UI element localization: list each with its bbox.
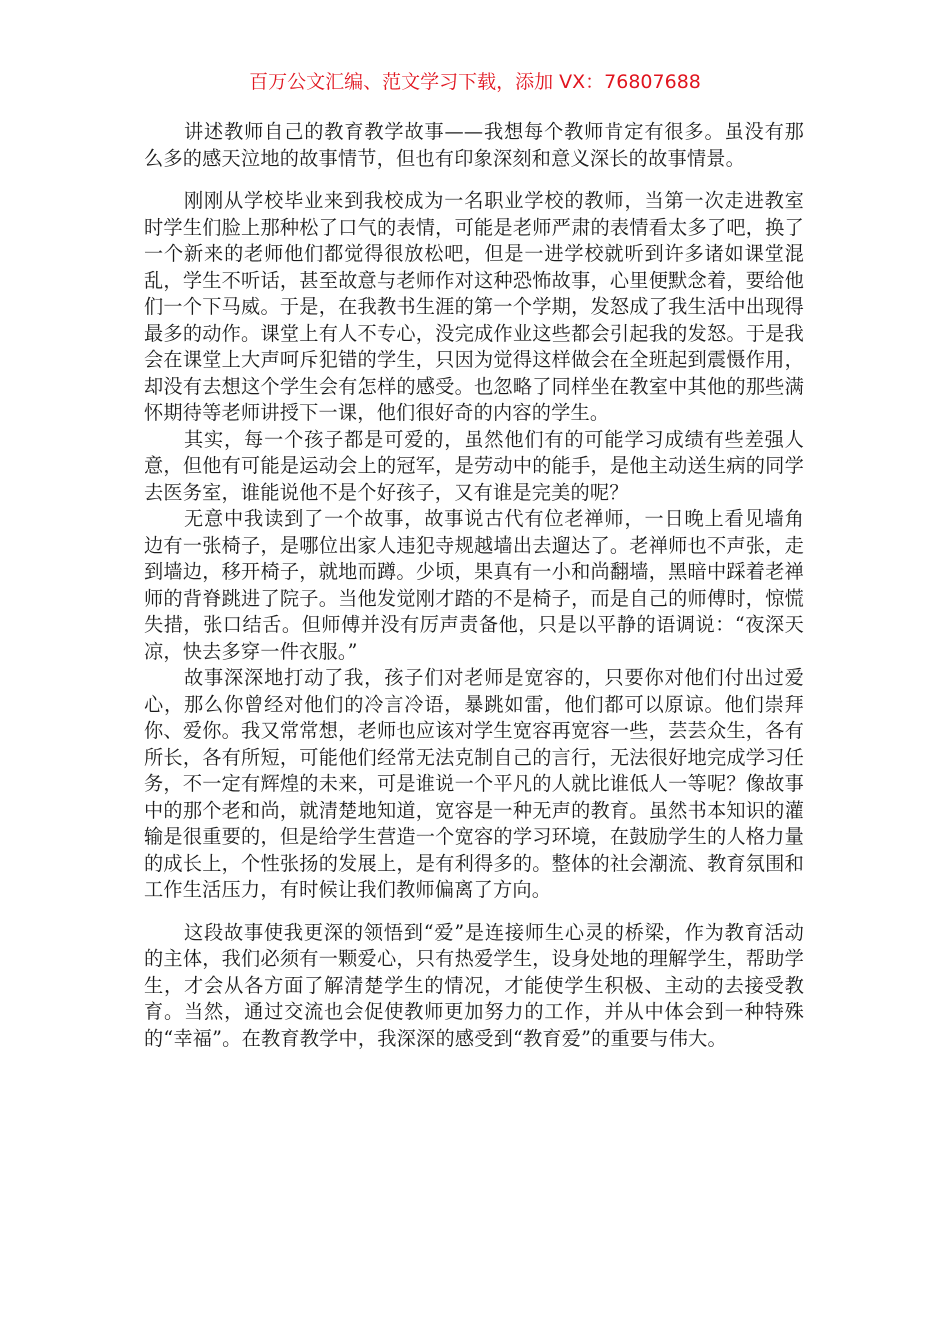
article-body [144,119,804,1052]
paragraph-1: 讲述教师自己的教育教学故事——我想每个教师肯定有很多。虽没有那么多的感天泣地的故事情节，但也有印象深刻和意义深长的故事情景。 [144,120,804,170]
paragraph-3: 其实，每一个孩子都是可爱的，虽然他们有的可能学习成绩有些差强人意，但他有可能是运动会上的冠军，是劳动中的能手，是他主动送生病的同学去医务室，谁能说他不是个好孩子，又有谁是完美的呢？ [144,427,804,504]
header-banner: 百万公文汇编、范文学习下载，添加 VX：76807688 [249,71,701,93]
paragraph-6: 这段故事使我更深的领悟到“爱”是连接师生心灵的桥梁，作为教育活动的主体，我们必须有一颗爱心，只有热爱学生，设身处地的理解学生，帮助学生，才会从各方面了解清楚学生的情况，才能使学生积极、主动的去接受教育。当然，通过交流也会促使教师更加努力的工作，并从中体会到一种特殊的“幸福”。在教育教学中，我深深的感受到“教育爱”的重要与伟大。 [144,920,804,1050]
paragraph-4: 无意中我读到了一个故事，故事说古代有位老禅师，一日晚上看见墙角边有一张椅子，是哪位出家人违犯寺规越墙出去遛达了。老禅师也不声张，走到墙边，移开椅子，就地而蹲。少顷，果真有一小和尚翻墙，黑暗中踩着老禅师的背脊跳进了院子。当他发觉刚才踏的不是椅子，而是自己的师傅时，惊慌失措，张口结舌。但师傅并没有厉声责备他，只是以平静的语调说：“夜深天凉，快去多穿一件衣服。” [144,507,804,663]
paragraph-5: 故事深深地打动了我，孩子们对老师是宽容的，只要你对他们付出过爱心，那么你曾经对他们的冷言冷语，暴跳如雷，他们都可以原谅。他们崇拜你、爱你。我又常常想，老师也应该对学生宽容再宽容一些，芸芸众生，各有所长，各有所短，可能他们经常无法克制自己的言行，无法很好地完成学习任务，不一定有辉煌的未来，可是谁说一个平凡的人就比谁低人一等呢？像故事中的那个老和尚，就清楚地知道，宽容是一种无声的教育。虽然书本知识的灌输是很重要的，但是给学生营造一个宽容的学习环境，在鼓励学生的人格力量的成长上，个性张扬的发展上，是有利得多的。整体的社会潮流、教育氛围和工作生活压力，有时候让我们教师偏离了方向。 [144,666,804,901]
paragraph-2: 刚刚从学校毕业来到我校成为一名职业学校的教师，当第一次走进教室时学生们脸上那种松了口气的表情，可能是老师严肃的表情看太多了吧，换了一个新来的老师他们都觉得很放松吧，但是一进学校就听到许多诸如课堂混乱，学生不听话，甚至故意与老师作对这种恐怖故事，心里便默念着，要给他们一个下马威。于是，在我教书生涯的第一个学期，发怒成了我生活中出现得最多的动作。课堂上有人不专心，没完成作业这些都会引起我的发怒。于是我会在课堂上大声呵斥犯错的学生，只因为觉得这样做会在全班起到震慑作用，却没有去想这个学生会有怎样的感受。也忽略了同样坐在教室中其他的那些满怀期待等老师讲授下一课，他们很好奇的内容的学生。 [144,189,804,424]
